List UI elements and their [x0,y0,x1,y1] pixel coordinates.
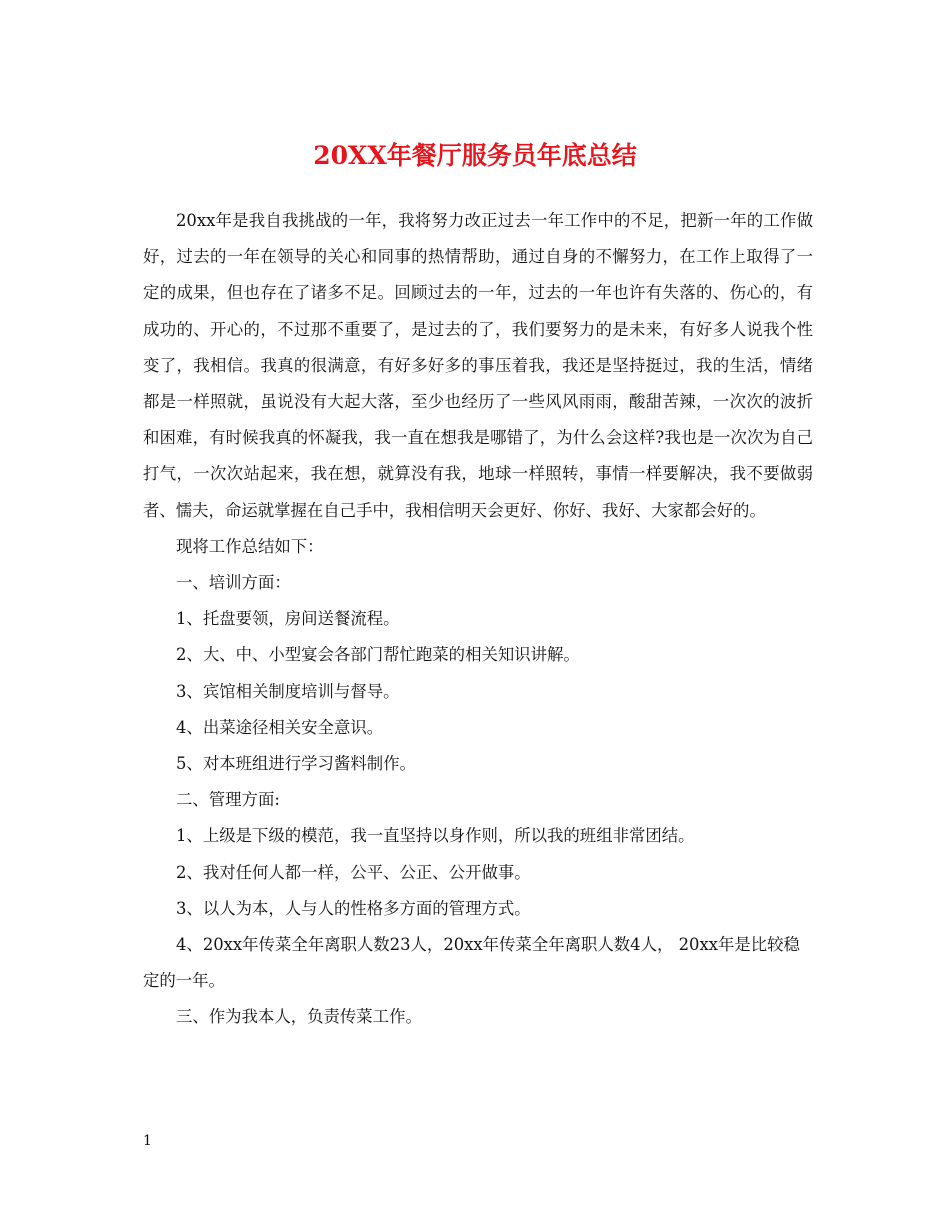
management-item: 4、20xx年传菜全年离职人数23人，20xx年传菜全年离职人数4人， 20xx年是比较稳定的一年。 [143,935,800,991]
management-item: 2、我对任何人都一样，公平、公正、公开做事。 [176,862,531,882]
section-heading-training: 一、培训方面： [176,573,291,593]
section-heading-personal: 三、作为我本人，负责传菜工作。 [176,1007,422,1027]
intro-paragraph: 20xx年是我自我挑战的一年，我将努力改正过去一年工作中的不足，把新一年的工作做好，过去的一年在领导的关心和同事的热情帮助，通过自身的不懈努力，在工作上取得了一定的成果，但也存在了诸多不足。回顾过去的一年，过去的一年也许有失落的、伤心的，有成功的、开心的，不过那不重要了，是过去的了，我们要努力的是未来，有好多人说我个性变了，我相信。我真的很满意，有好多好多的事压着我，我还是坚持挺过，我的生活，情绪都是一样照就，虽说没有大起大落，至少也经历了一些风风雨雨，酸甜苦辣，一次次的波折和困难，有时候我真的怀凝我，我一直在想我是哪错了，为什么会这样?我也是一次次为自己打气，一次次站起来，我在想，就算没有我，地球一样照转，事情一样要解决，我不要做弱者、懦夫，命运就掌握在自己手中，我相信明天会更好、你好、我好、大家都会好的。 [143,211,813,520]
document-title: 20XX年餐厅服务员年底总结 [313,141,637,170]
training-item: 4、出菜途径相关安全意识。 [176,717,384,737]
section-heading-management: 二、管理方面: [176,790,280,810]
management-item: 1、上级是下级的模范，我一直坚持以身作则，所以我的班组非常团结。 [176,826,695,846]
summary-lead: 现将工作总结如下： [176,536,324,556]
management-item: 3、以人为本，人与人的性格多方面的管理方式。 [176,898,531,918]
page-number: 1 [143,1133,152,1149]
training-item: 2、大、中、小型宴会各部门帮忙跑菜的相关知识讲解。 [176,645,580,665]
training-item: 3、宾馆相关制度培训与督导。 [176,681,400,701]
training-item: 1、托盘要领，房间送餐流程。 [176,609,400,629]
document-body [143,203,813,1036]
training-item: 5、对本班组进行学习酱料制作。 [176,754,416,774]
